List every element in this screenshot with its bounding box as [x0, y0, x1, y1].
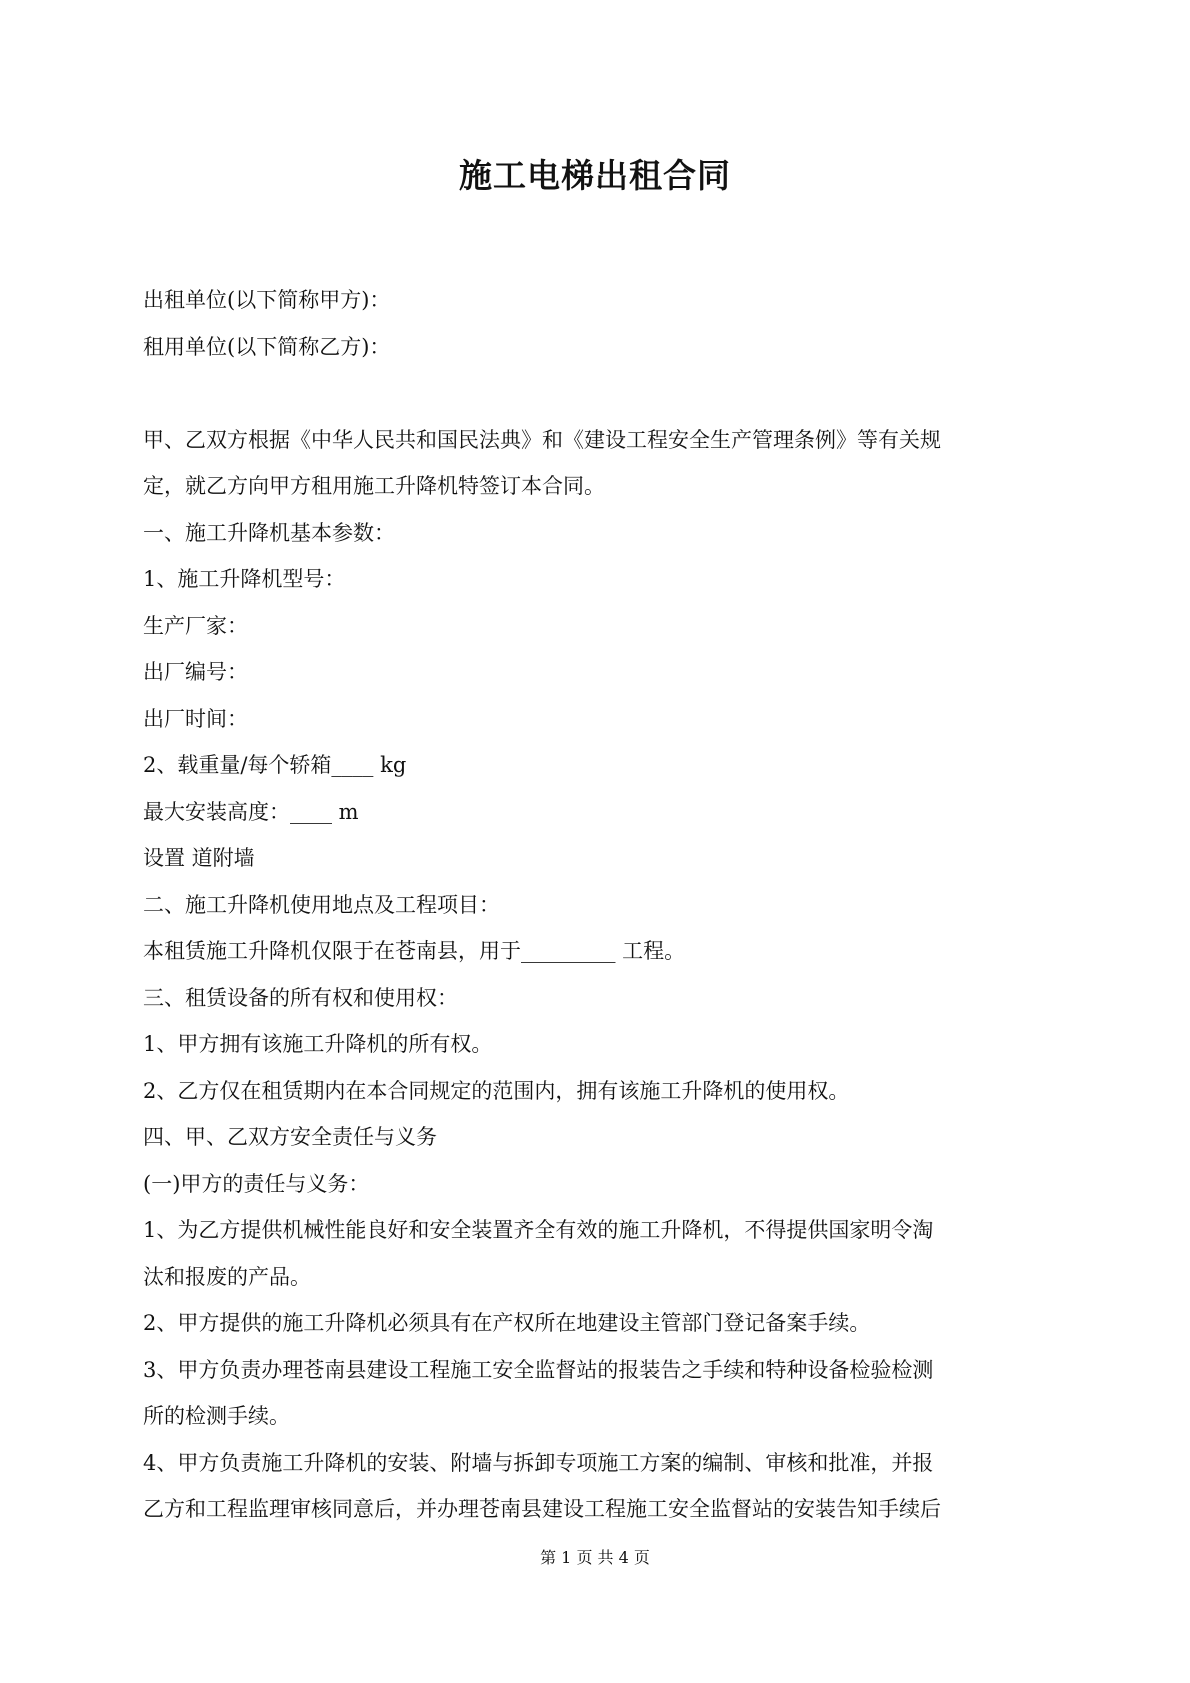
- body-line: (一)甲方的责任与义务：: [143, 1171, 370, 1196]
- body-line: 3、甲方负责办理苍南县建设工程施工安全监督站的报装告之手续和特种设备检验检测: [143, 1357, 934, 1382]
- body-line: 一、施工升降机基本参数：: [143, 520, 395, 545]
- body-line: 最大安装高度：____ m: [143, 799, 359, 824]
- blank-line: [143, 373, 1055, 420]
- body-line: 2、乙方仅在租赁期内在本合同规定的范围内，拥有该施工升降机的使用权。: [143, 1078, 850, 1103]
- body-line: 三、租赁设备的所有权和使用权：: [143, 985, 458, 1010]
- body-line: 租用单位(以下简称乙方)：: [143, 334, 391, 359]
- body-line: 1、施工升降机型号：: [143, 567, 346, 591]
- body-line: 1、为乙方提供机械性能良好和安全装置齐全有效的施工升降机，不得提供国家明令淘: [143, 1218, 934, 1242]
- body-line: 乙方和工程监理审核同意后，并办理苍南县建设工程施工安全监督站的安装告知手续后: [143, 1497, 941, 1521]
- body-line: 2、甲方提供的施工升降机必须具有在产权所在地建设主管部门登记备案手续。: [143, 1311, 871, 1335]
- document-body: [143, 280, 1055, 1536]
- body-line: 1、甲方拥有该施工升降机的所有权。: [143, 1032, 493, 1056]
- document-title: 施工电梯出租合同: [459, 156, 731, 195]
- body-line: 定，就乙方向甲方租用施工升降机特签订本合同。: [143, 474, 605, 498]
- page-footer: 第 1 页 共 4 页: [540, 1548, 650, 1567]
- body-line: 出厂时间：: [143, 706, 248, 731]
- body-line: 设置 道附墙: [143, 846, 255, 870]
- body-line: 出租单位(以下简称甲方)：: [143, 288, 391, 312]
- body-line: 生产厂家：: [143, 613, 248, 638]
- body-line: 汰和报废的产品。: [143, 1264, 311, 1289]
- body-line: 出厂编号：: [143, 660, 248, 684]
- body-line: 4、甲方负责施工升降机的安装、附墙与拆卸专项施工方案的编制、审核和批准，并报: [143, 1450, 934, 1475]
- body-line: 二、施工升降机使用地点及工程项目：: [143, 892, 500, 917]
- body-line: 2、载重量/每个轿箱____ kg: [143, 753, 407, 777]
- body-line: 所的检测手续。: [143, 1404, 290, 1428]
- body-line: 四、甲、乙双方安全责任与义务: [143, 1125, 437, 1149]
- body-line: 甲、乙双方根据《中华人民共和国民法典》和《建设工程安全生产管理条例》等有关规: [143, 427, 941, 452]
- body-line: 本租赁施工升降机仅限于在苍南县，用于_________ 工程。: [143, 939, 686, 963]
